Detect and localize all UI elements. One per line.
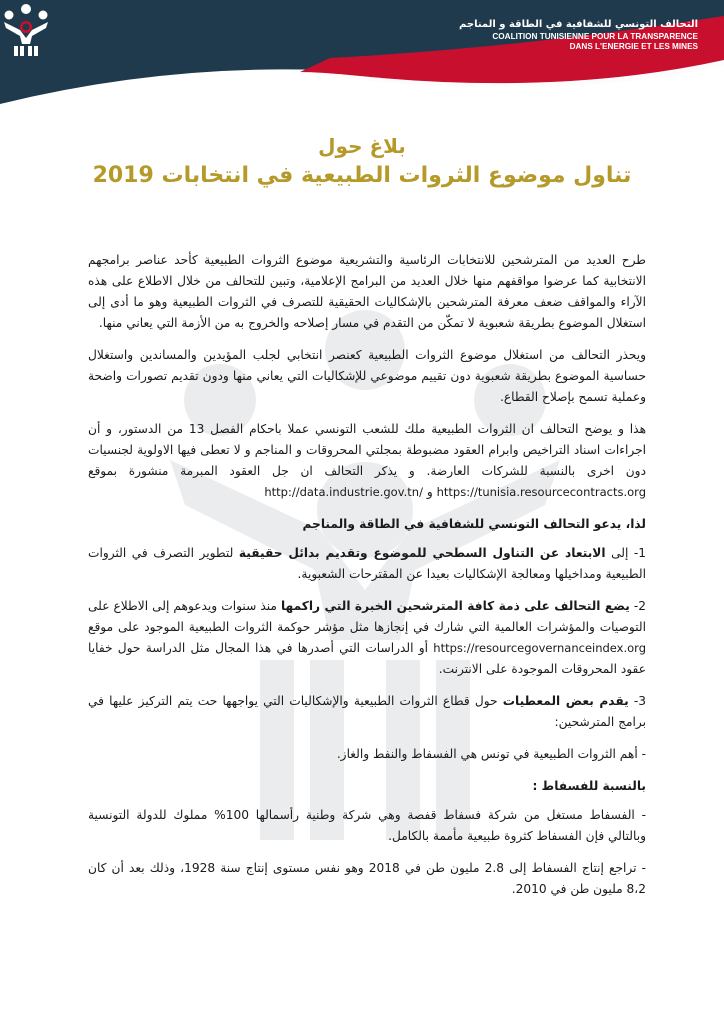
list-item-3	[88, 691, 646, 733]
list-item-2-text-b: أو الدراسات التي أصدرها في هذا المجال مثل الدراسة حول خفايا عقود المحروقات الموجودة على الانترنت.	[88, 641, 646, 676]
organization-name-french-line2: DANS L'ENERGIE ET LES MINES	[569, 42, 698, 51]
list-item-3-number: 3-	[633, 694, 646, 708]
page-title-line2: تناول موضوع الثروات الطبيعية في انتخابات 2019	[92, 163, 632, 188]
call-heading: لذا، يدعو التحالف التونسي للشفافية في الطاقة والمناجم	[302, 517, 646, 531]
header-background	[0, 0, 724, 112]
list-item-2-bold: يضع التحالف على ذمة كافة المترشحين الخبرة التي راكمها	[280, 599, 630, 613]
link-data-industrie[interactable]: http://data.industrie.gov.tn/	[264, 485, 423, 499]
link-resourcecontracts[interactable]: https://tunisia.resourcecontracts.org	[436, 485, 646, 499]
list-item-1-text: لتطوير التصرف في الثروات الطبيعية ومداخيلها ومعالجة الإشكاليات بعيدا عن المقترحات الشعبوية.	[88, 546, 646, 581]
document-body	[88, 250, 646, 911]
list-item-3-text: حول قطاع الثروات الطبيعية والإشكاليات التي يواجهها حت يتم التركيز عليها في برامج المترشحين:	[88, 694, 646, 729]
list-item-1	[88, 543, 646, 585]
paragraph-1: طرح العديد من المترشحين للانتخابات الرئاسية والتشريعية موضوع الثروات الطبيعية كأحد عناصر برامجهم الانتخابية كما عرضوا مواقفهم منها خلال العديد من البرامج الإعلامية، وتبين للتحالف من خلال الاطلاع على هذه الآراء والمواقف ضعف معرفة المترشحين بالإشكاليات الحقيقية للتصرف في الثروات الطبيعية وهو ما أدى إلى استغلال الموضوع بطريقة شعبوية لا تمكّن من التقدم في مسار إصلاحه والخروج به من الأزمة التي يعاني منها.	[88, 253, 646, 330]
phosphate-heading: بالنسبة للفسفاط :	[532, 779, 646, 793]
list-item-2-text-a: منذ سنوات ويدعوهم إلى الاطلاع على التوصيات والمؤشرات العالمية التي شارك في إنجازها مثل مؤشر حوكمة الثروات الطبيعية الموجود على موقع	[88, 599, 646, 634]
header-band	[0, 0, 724, 112]
list-item-2	[88, 596, 646, 680]
list-item-1-bold: الابتعاد عن التناول السطحي للموضوع وتقديم بدائل حقيقية	[238, 546, 606, 560]
list-item-3-bold: يقدم بعض المعطيات	[502, 694, 629, 708]
link-resourcegovernanceindex[interactable]: https://resourcegovernanceindex.org	[433, 641, 647, 655]
coalition-logo	[0, 0, 52, 58]
organization-name-french-line1: COALITION TUNISIENNE POUR LA TRANSPARENCE	[492, 32, 698, 41]
paragraph-3-text: هذا و يوضح التحالف ان الثروات الطبيعية ملك للشعب التونسي عملا باحكام الفصل 13 من الدستور، و أن اجراءات اسناد التراخيص وابرام العقود مضبوطة بمجلتي المحروقات و المناجم و لا تعطى فيها الاولوية لجنسيات دون اخرى بالنسبة للشركات العارضة. و يذكر التحالف ان جل العقود المبرمة منشورة بموقع	[88, 422, 646, 478]
list-item-2-number: 2-	[633, 599, 647, 613]
list-item-1-number: 1- إلى	[611, 546, 647, 560]
organization-name-arabic: التحالف التونسي للشفافية في الطاقة و المناجم	[459, 19, 698, 30]
paragraph-3	[88, 419, 646, 503]
bullet-main-resources: - أهم الثروات الطبيعية في تونس هي الفسفاط والنفط والغاز.	[336, 747, 646, 761]
page-title-line1: بلاغ حول	[318, 134, 406, 158]
paragraph-2: ويحذر التحالف من استغلال موضوع الثروات الطبيعية كعنصر انتخابي لجلب المؤيدين والمساندين واستغلال حساسية الموضوع بطريقة شعبوية دون تقييم موضوعي للإشكاليات التي يعاني منها ودون تقديم تصورات واضحة وعملية تسمح بإصلاح القطاع.	[88, 348, 646, 404]
paragraph-3-and: و	[426, 485, 433, 499]
bullet-phosphate-ownership: - الفسفاط مستغل من شركة فسفاط قفصة وهي شركة وطنية رأسمالها 100% مملوك للدولة التونسية وبالتالي فإن الفسفاط كثروة طبيعية مأممة بالكامل.	[88, 808, 647, 843]
organization-name	[438, 18, 698, 52]
bullet-phosphate-production: - تراجع إنتاج الفسفاط إلى 2.8 مليون طن في 2018 وهو نفس مستوى إنتاج سنة 1928، وذلك بعد أن كان 8،2 مليون طن في 2010.	[88, 861, 647, 896]
